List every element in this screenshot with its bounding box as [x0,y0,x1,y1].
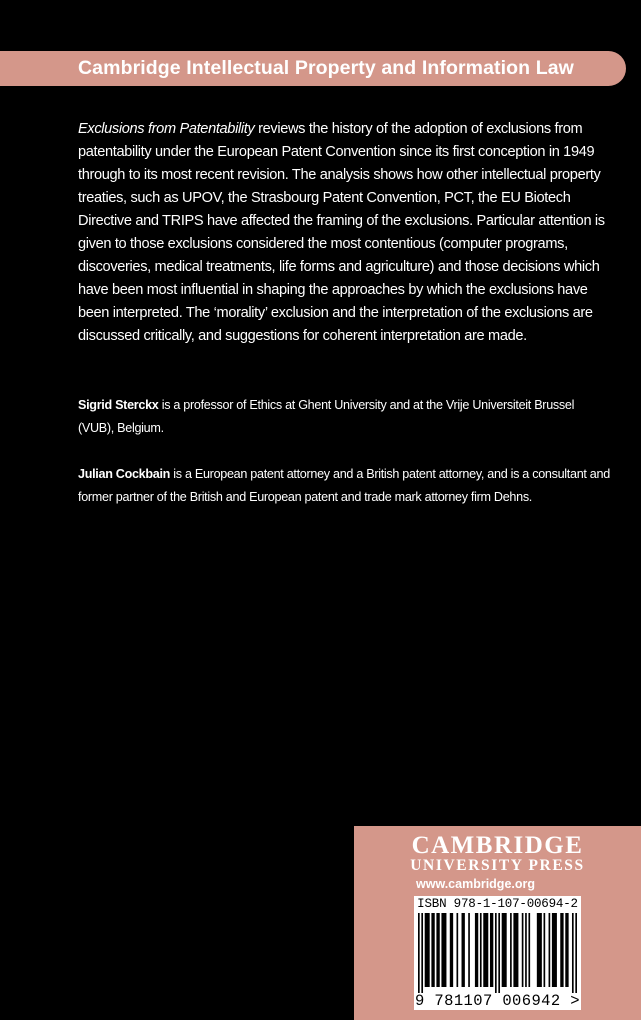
barcode-bar [528,913,530,987]
book-title: Exclusions from Patentability [78,121,255,137]
author-name: Sigrid Sterckx [78,398,159,412]
publisher-box [354,826,641,1020]
barcode-bar [475,913,478,987]
barcode-bar [552,913,557,987]
barcode-bar [468,913,470,987]
barcode-bar [436,913,439,987]
series-title: Cambridge Intellectual Property and Information Law [78,57,574,79]
barcode-bar [510,913,512,987]
barcode-bar [483,913,488,987]
barcode-bar [421,913,423,993]
barcode-bar [525,913,527,987]
barcode-bar [513,913,518,987]
isbn-label: ISBN 978-1-107-00694-2 [417,897,578,911]
ean-number: 9 781107 006942 > [415,992,580,1010]
barcode-bar [431,913,434,987]
barcode-bar [450,913,453,987]
publisher-url: www.cambridge.org [416,877,536,891]
barcode-bars [418,913,577,993]
barcode-bar [572,913,574,993]
author-bio [78,394,610,440]
barcode-bar [456,913,458,987]
barcode-bar [425,913,430,987]
barcode-bar [462,913,465,987]
barcode-bar [490,913,493,987]
barcode-bar [560,913,563,987]
publisher-subtitle: UNIVERSITY PRESS [410,857,585,874]
barcode-bar [549,913,551,987]
author-name: Julian Cockbain [78,467,171,481]
barcode-bar [495,913,497,993]
barcode-bar [544,913,546,987]
barcode-bar [441,913,446,987]
barcode-bar [565,913,568,987]
barcode-bar [575,913,577,993]
barcode-bar [418,913,420,993]
barcode-bar [498,913,500,993]
barcode [414,896,581,1010]
author-bio-text: is a professor of Ethics at Ghent University and at the Vrije Universiteit Brussel (VUB), Belgium. [78,398,575,435]
author-bio-text: is a European patent attorney and a British patent attorney, and is a consultant and former partner of the British and European patent and trade mark attorney firm Dehns. [78,467,610,504]
barcode-bar [480,913,482,987]
book-description [78,118,610,348]
publisher-logo: CAMBRIDGE [411,832,584,859]
barcode-bar [522,913,524,987]
barcode-bar [502,913,507,987]
series-banner [0,51,626,86]
barcode-bar [537,913,542,987]
author-bio [78,463,610,509]
description-text: reviews the history of the adoption of exclusions from patentability under the European Patent Convention since its first conception in 1949 through to its most recent revision. The analysis shows how other intellectual property treaties, such as UPOV, the Strasbourg Patent Convention, PCT, the EU Biotech Directive and TRIPS have affected the framing of the exclusions. Particular attention is given to those exclusions considered the most contentious (computer programs, discoveries, medical treatments, life forms and agriculture) and those decisions which have been most influential in shaping the approaches by which the exclusions have been interpreted. The ‘morality’ exclusion and the interpretation of the exclusions are discussed critically, and suggestions for coherent interpretation are made. [78,121,605,344]
